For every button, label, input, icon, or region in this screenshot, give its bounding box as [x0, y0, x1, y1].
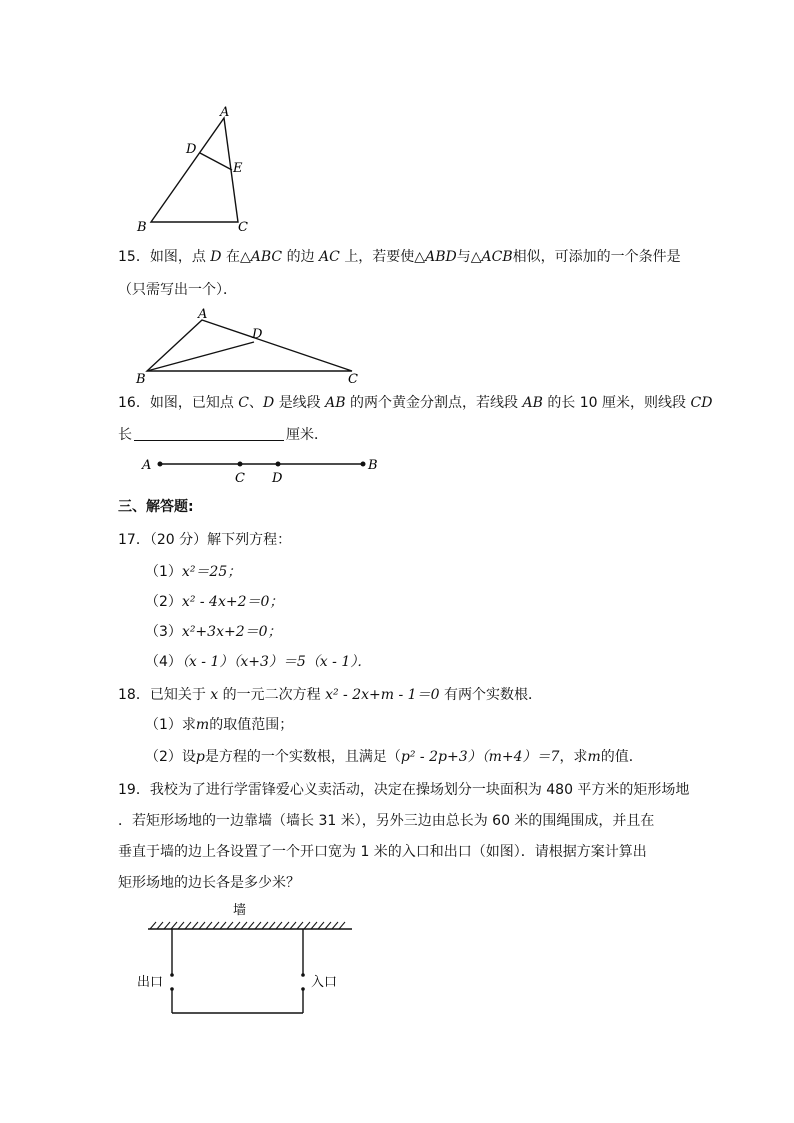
question-18-line-1 [118, 685, 542, 705]
exit-post-top [170, 973, 174, 977]
equation: x²+3x+2＝0； [181, 624, 282, 640]
q15-var-acb: ACB [481, 249, 513, 265]
q18-text: 18．已知关于 [118, 687, 206, 703]
wall-label: 墙 [233, 903, 247, 918]
figure-14-triangle [130, 100, 270, 240]
exit-post-bottom [170, 987, 174, 991]
entrance-post-top [301, 973, 305, 977]
label-a: A [220, 105, 230, 120]
label-c: C [235, 471, 245, 486]
label-d: D [272, 471, 283, 486]
figure-16-segment [135, 452, 385, 488]
q18-text: （1）求 [145, 717, 196, 733]
answer-blank [134, 426, 284, 441]
q18-equation: p² - 2p+3）（m+4）＝7 [400, 749, 560, 765]
question-16-line-1 [118, 393, 712, 413]
figure-15-triangle [130, 305, 370, 385]
equation: x²＝25； [181, 564, 242, 580]
label-d: D [186, 142, 197, 157]
q18-text: 是方程的一个实数根，且满足（ [204, 749, 401, 765]
question-16-line-2 [118, 425, 328, 445]
label-b: B [137, 220, 147, 235]
question-19-line-3: 垂直于墙的边上各设置了一个开口宽为 1 米的入口和出口（如图）．请根据方案计算出 [118, 844, 647, 860]
item-number: （1） [145, 564, 182, 580]
question-19-line-2: ．若矩形场地的一边靠墙（墙长 31 米），另外三边由总长为 60 米的围绳围成，并且在 [118, 813, 655, 829]
q18-text: 的值． [600, 749, 643, 765]
q18-text: 有两个实数根． [443, 687, 542, 703]
q18-var-m: m [195, 717, 210, 733]
q15-text: 相似，可添加的一个条件是 [512, 249, 681, 265]
q18-text: 的取值范围； [209, 717, 294, 733]
q16-text: 的长 10 厘米，则线段 [547, 395, 687, 411]
q15-text: 与△ [456, 249, 482, 265]
q18-text: （2）设 [145, 749, 196, 765]
label-e: E [233, 161, 243, 176]
q15-text: 的边 [286, 249, 315, 265]
q16-var-cd: CD [690, 395, 713, 411]
question-19-line-4: 矩形场地的边长各是多少米？ [118, 875, 300, 891]
label-d: D [252, 327, 263, 342]
segment-de [200, 153, 232, 170]
question-19-line-1: 19．我校为了进行学雷锋爱心义卖活动，决定在操场划分一块面积为 480 平方米的矩形场地 [118, 782, 690, 798]
question-18-sub-1 [145, 715, 293, 735]
q17-item-1 [145, 562, 241, 582]
q16-text: 厘米． [286, 427, 328, 443]
exit-label: 出口 [137, 975, 164, 990]
triangle-abc [151, 118, 238, 222]
label-c: C [348, 372, 358, 387]
q18-var-x: x [210, 687, 219, 703]
point-b [361, 462, 366, 467]
q15-var-ac: AC [319, 249, 340, 265]
q15-var-d: D [210, 249, 222, 265]
q15-var-abd: ABD [425, 249, 457, 265]
q18-text: ，求 [559, 749, 588, 765]
equation: （x - 1）（x+3）＝5（x - 1）． [181, 654, 372, 670]
entrance-label: 入口 [311, 975, 338, 990]
item-number: （3） [145, 624, 182, 640]
q15-text: 15．如图，点 [118, 249, 206, 265]
point-d [276, 462, 281, 467]
label-c: C [238, 220, 248, 235]
q16-text: 、 [249, 395, 263, 411]
label-b: B [368, 458, 378, 473]
q15-var-abc: ABC [250, 249, 283, 265]
q16-text: 长 [118, 427, 132, 443]
question-15-line-1 [118, 247, 681, 267]
q16-text: 16．如图，已知点 [118, 395, 234, 411]
q18-equation: x² - 2x+m - 1＝0 [325, 687, 440, 703]
label-b: B [136, 372, 146, 387]
point-c [238, 462, 243, 467]
label-a: A [142, 458, 152, 473]
q17-item-2 [145, 592, 283, 612]
q16-var-ab: AB [325, 395, 346, 411]
label-a: A [198, 307, 208, 322]
question-17-title: 17．（20 分）解下列方程： [118, 532, 292, 548]
question-15-line-2: （只需写出一个）． [118, 282, 237, 298]
q15-text: 在△ [225, 249, 251, 265]
q16-var-d: D [263, 395, 275, 411]
section-heading: 三、解答题: [118, 499, 194, 515]
item-number: （4） [145, 654, 182, 670]
point-a [158, 462, 163, 467]
q16-var-ab: AB [522, 395, 543, 411]
q18-var-m: m [587, 749, 601, 765]
q16-text: 是线段 [278, 395, 321, 411]
q17-item-4 [145, 652, 371, 672]
question-18-sub-2 [145, 747, 643, 767]
figure-19-field [130, 898, 370, 1028]
entrance-post-bottom [301, 987, 305, 991]
q18-var-p: p [195, 749, 205, 765]
q15-text: 上，若要使△ [344, 249, 426, 265]
q17-item-3 [145, 622, 282, 642]
item-number: （2） [145, 594, 182, 610]
q16-text: 的两个黄金分割点，若线段 [350, 395, 518, 411]
q16-var-c: C [238, 395, 249, 411]
q18-text: 的一元二次方程 [222, 687, 321, 703]
equation: x² - 4x+2＝0； [181, 594, 284, 610]
wall-hatching [150, 922, 345, 929]
